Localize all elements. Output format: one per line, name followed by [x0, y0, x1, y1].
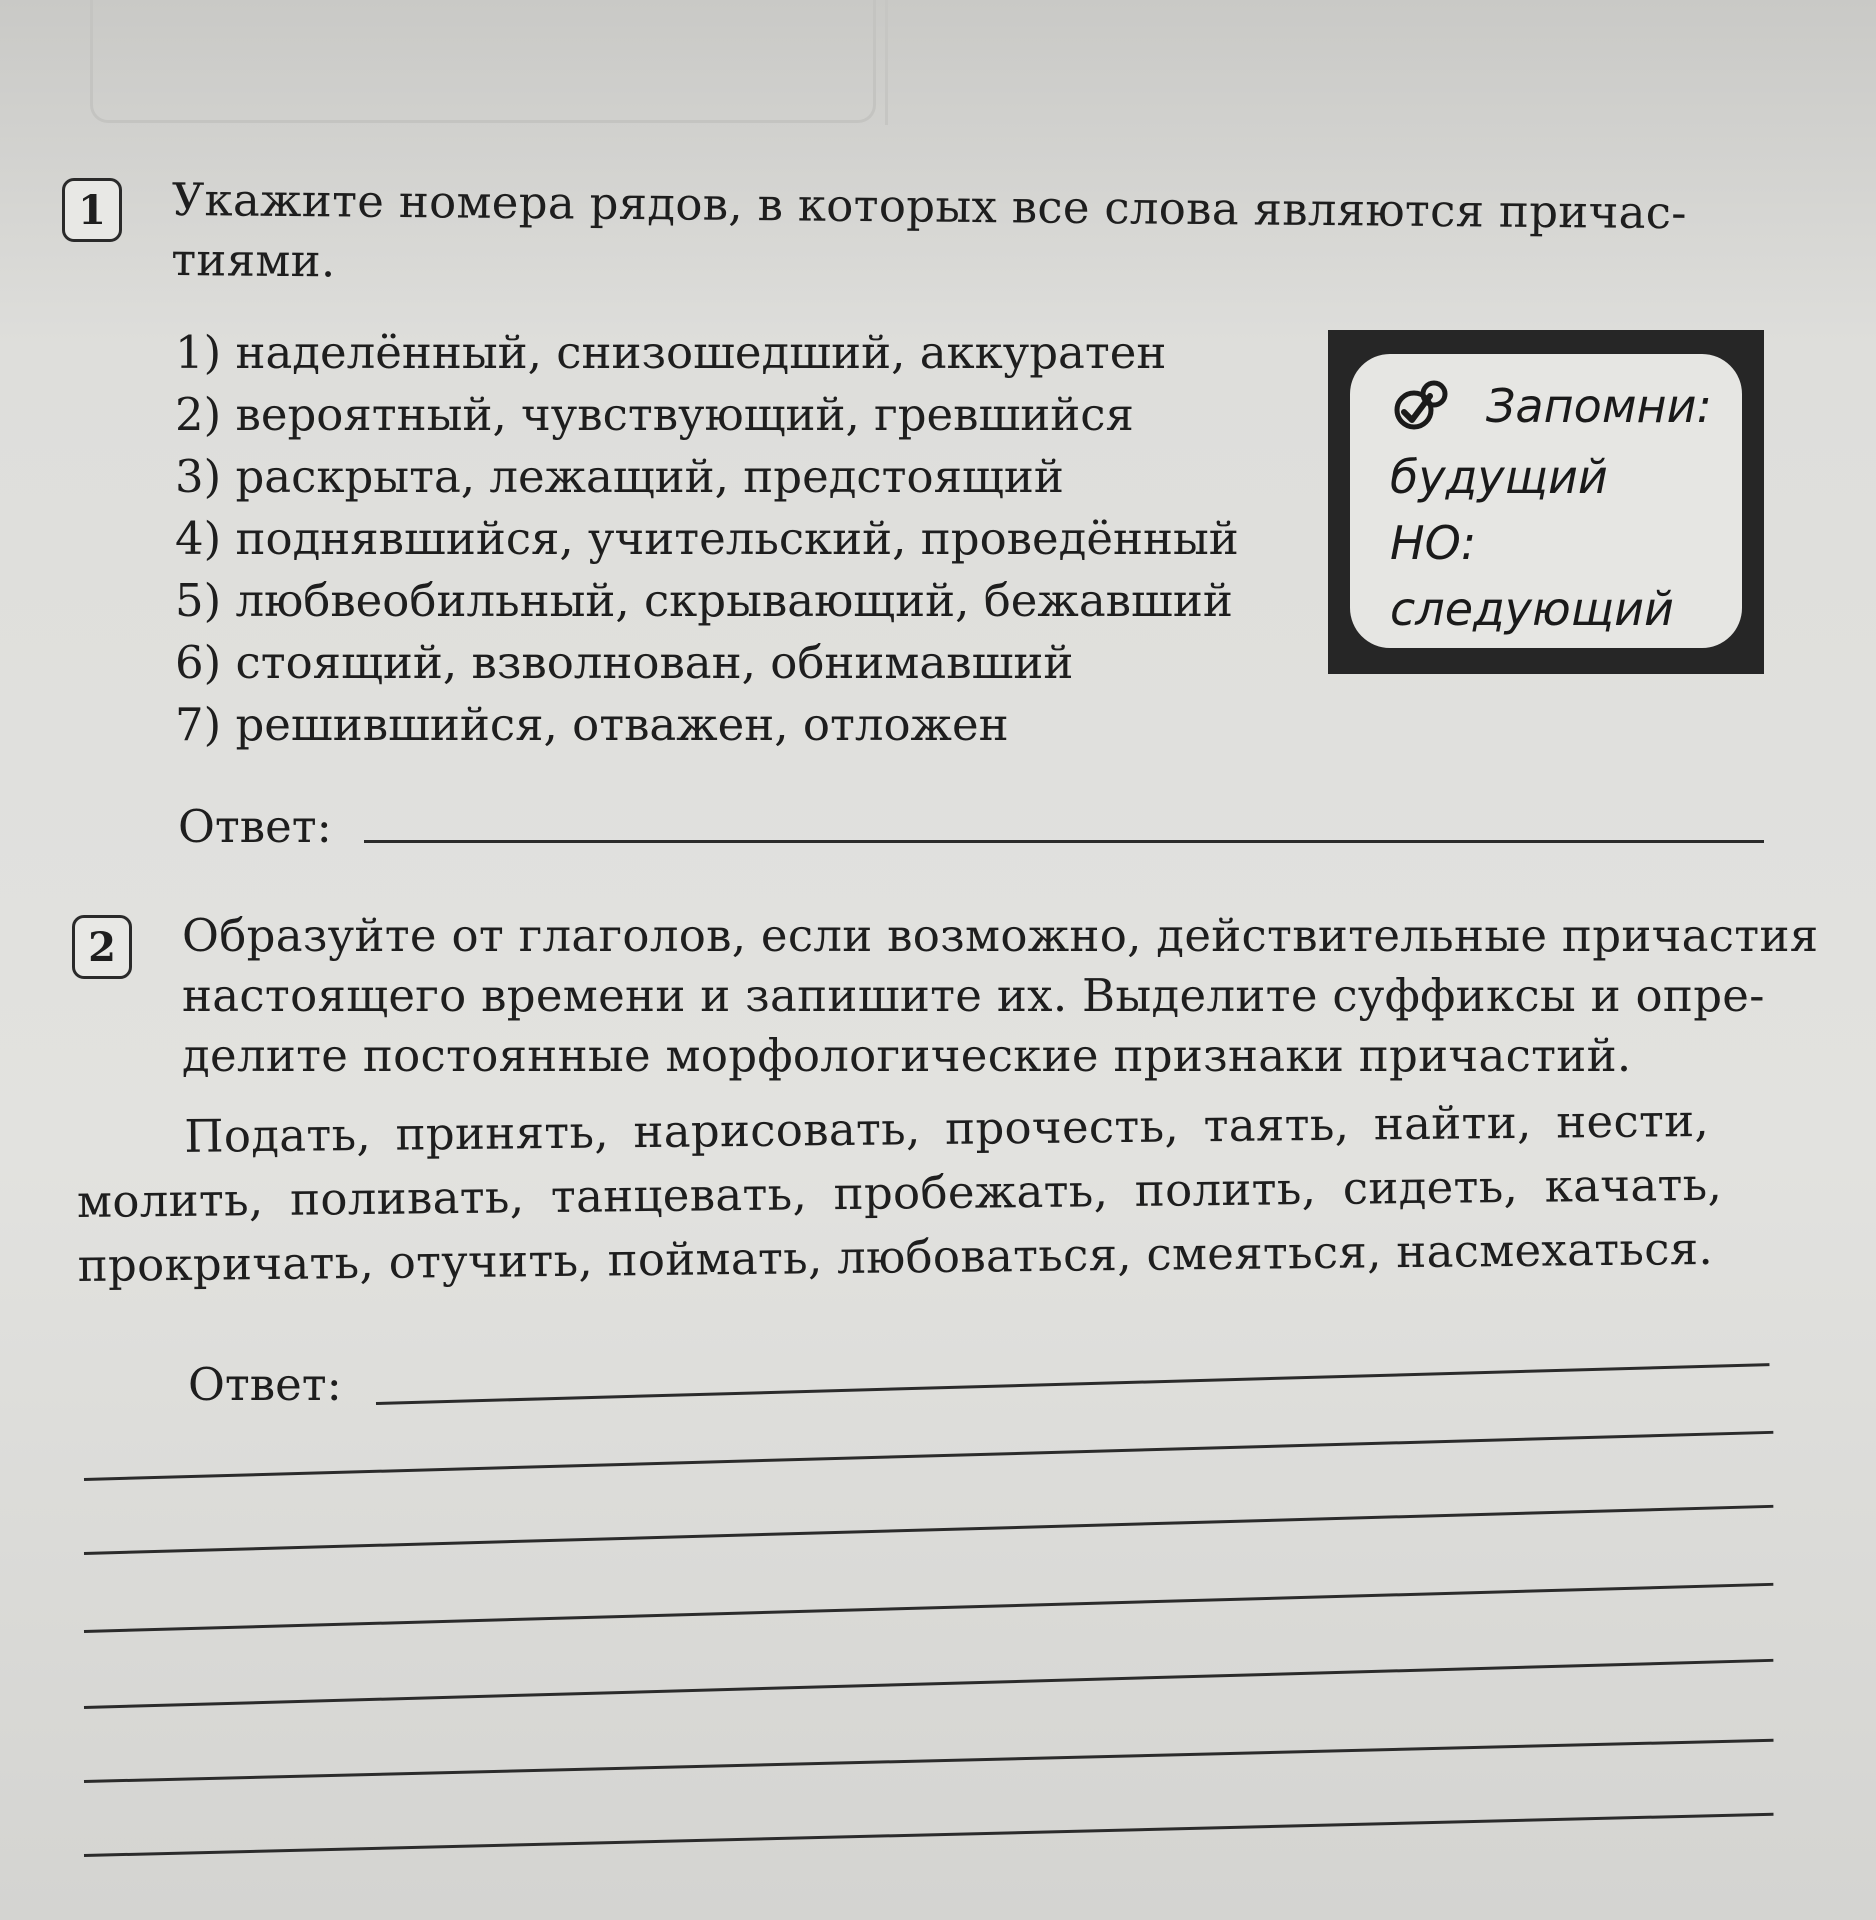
task-2-answer-line-4[interactable]: [84, 1583, 1773, 1633]
task-1-option-5: 5) любвеобильный, скрывающий, бежавший: [175, 574, 1233, 627]
task-2-question-line-3: делите постоянные морфологические признаки причастий.: [182, 1029, 1632, 1082]
task-2-answer-line-5[interactable]: [84, 1659, 1773, 1709]
task-2-answer-label: Ответ:: [188, 1358, 342, 1411]
task-2-answer-line-6[interactable]: [84, 1739, 1774, 1783]
task-1-option-3: 3) раскрыта, лежащий, предстоящий: [175, 450, 1064, 503]
task-1-option-2: 2) вероятный, чувствующий, гревшийся: [175, 388, 1134, 441]
previous-page-bleed-box: [90, 0, 876, 123]
task-2-answer-line-7[interactable]: [84, 1813, 1774, 1857]
pushpin-icon: [1390, 378, 1452, 434]
task-1-option-6: 6) стоящий, взволнован, обнимавший: [175, 636, 1074, 689]
task-2-verb-line-3: прокричать, отучить, поймать, любоваться, смеяться, насмехаться.: [77, 1221, 1714, 1292]
previous-page-bleed-line: [885, 0, 888, 125]
task-2-verb-line-1: Подать, принять, нарисовать, прочесть, таять, найти, нести,: [184, 1093, 1710, 1163]
task-2-verb-list: [76, 1089, 1723, 1298]
memo-word-following: следующий: [1390, 582, 1674, 636]
task-1-answer-label: Ответ:: [178, 800, 332, 853]
task-1-question: [171, 170, 1687, 303]
memo-word-but: НО:: [1390, 516, 1477, 570]
memo-header: [1390, 368, 1712, 444]
task-2-question-line-2: настоящего времени и запишите их. Выделите суффиксы и опре-: [182, 969, 1765, 1022]
task-2-number-badge: 2: [72, 915, 132, 979]
task-1-question-line-2: тиями.: [170, 232, 336, 288]
memo-inner: [1350, 354, 1742, 648]
task-1-answer-line[interactable]: [364, 840, 1764, 843]
task-1-question-line-1: Укажите номера рядов, в которых все слова являются причас-: [171, 172, 1688, 240]
task-2-answer-line-2[interactable]: [84, 1431, 1773, 1481]
task-1-option-4: 4) поднявшийся, учительский, проведённый: [175, 512, 1239, 565]
memo-word-future: будущий: [1390, 450, 1608, 504]
task-2-answer-line-3[interactable]: [84, 1505, 1773, 1555]
task-1-option-1: 1) наделённый, снизошедший, аккуратен: [175, 326, 1167, 379]
task-1-number-badge: 1: [62, 178, 122, 242]
task-2-question-line-1: Образуйте от глаголов, если возможно, действительные причастия: [182, 909, 1819, 962]
task-2-verb-line-2: молить, поливать, танцевать, пробежать, полить, сидеть, качать,: [76, 1157, 1723, 1228]
task-2-answer-line-1[interactable]: [376, 1363, 1770, 1405]
task-1-option-7: 7) решившийся, отважен, отложен: [175, 698, 1009, 751]
task-2-question: [182, 906, 1818, 1086]
memo-title: Запомни:: [1485, 379, 1712, 433]
memo-box: [1328, 330, 1764, 674]
